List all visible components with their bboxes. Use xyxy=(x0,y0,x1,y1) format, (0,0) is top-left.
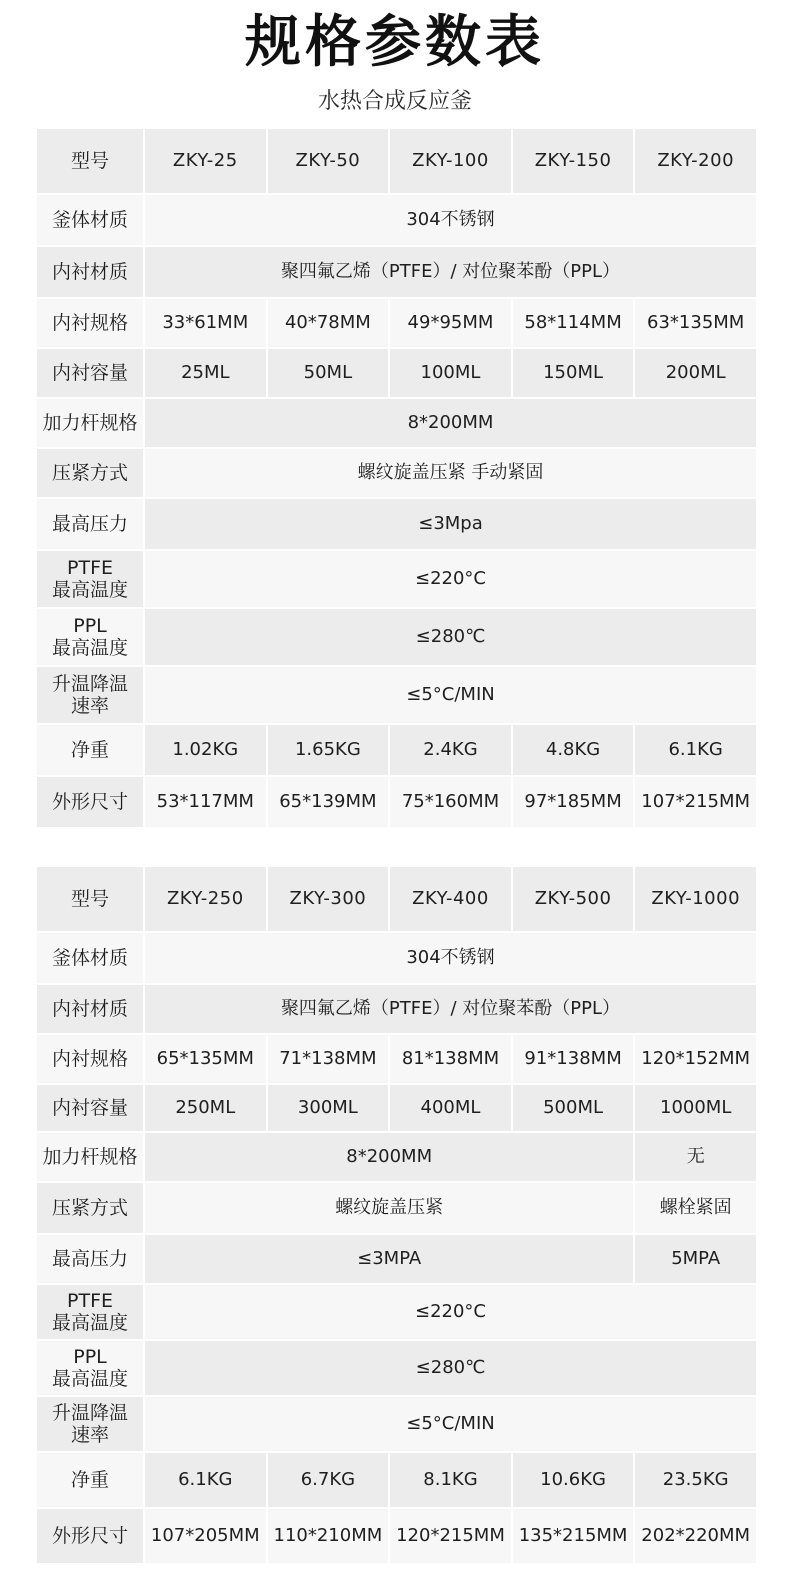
dimensions-cell: 202*220MM xyxy=(635,1509,756,1563)
rate-row xyxy=(37,1397,756,1451)
ppl-max-temp-value: ≤280℃ xyxy=(145,609,756,665)
row-label-line: 最高温度 xyxy=(51,637,128,659)
liner-size-cell: 58*114MM xyxy=(513,299,634,347)
row-label-dimensions: 外形尺寸 xyxy=(37,777,143,827)
row-label-rate xyxy=(37,667,143,723)
row-label-line: 最高温度 xyxy=(51,1368,128,1390)
row-label-fastening: 压紧方式 xyxy=(37,1183,143,1233)
row-label-line: PTFE xyxy=(67,1290,113,1312)
fastening-last-value: 螺栓紧固 xyxy=(635,1183,756,1233)
model-row xyxy=(37,867,756,931)
rod-size-row xyxy=(37,399,756,447)
spec-table-2 xyxy=(35,865,758,1565)
model-cell: ZKY-150 xyxy=(513,129,634,193)
ppl-max-temp-value: ≤280℃ xyxy=(145,1341,756,1395)
model-cell: ZKY-400 xyxy=(390,867,511,931)
ppl-max-temp-row xyxy=(37,1341,756,1395)
liner-size-cell: 33*61MM xyxy=(145,299,266,347)
row-label-liner-size: 内衬规格 xyxy=(37,299,143,347)
row-label-ptfe-max-temp xyxy=(37,1285,143,1339)
model-cell: ZKY-300 xyxy=(268,867,389,931)
rate-value: ≤5°C/MIN xyxy=(145,1397,756,1451)
dimensions-cell: 107*215MM xyxy=(635,777,756,827)
dimensions-cell: 120*215MM xyxy=(390,1509,511,1563)
spec-table-1 xyxy=(35,127,758,829)
dimensions-cell: 75*160MM xyxy=(390,777,511,827)
model-cell: ZKY-100 xyxy=(390,129,511,193)
model-row xyxy=(37,129,756,193)
liner-size-cell: 63*135MM xyxy=(635,299,756,347)
dimensions-row xyxy=(37,777,756,827)
liner-material-value: 聚四氟乙烯（PTFE）/ 对位聚苯酚（PPL） xyxy=(145,985,756,1033)
row-label-line: PTFE xyxy=(67,557,113,579)
net-weight-cell: 2.4KG xyxy=(390,725,511,775)
max-pressure-row xyxy=(37,1235,756,1283)
liner-size-row xyxy=(37,1035,756,1083)
liner-size-cell: 49*95MM xyxy=(390,299,511,347)
rod-size-row xyxy=(37,1133,756,1181)
row-label-ppl-max-temp xyxy=(37,1341,143,1395)
max-pressure-value: ≤3Mpa xyxy=(145,499,756,549)
net-weight-cell: 8.1KG xyxy=(390,1453,511,1507)
ptfe-max-temp-row xyxy=(37,551,756,607)
row-label-model: 型号 xyxy=(37,129,143,193)
dimensions-row xyxy=(37,1509,756,1563)
body-material-row xyxy=(37,195,756,245)
ptfe-max-temp-value: ≤220°C xyxy=(145,1285,756,1339)
net-weight-cell: 6.7KG xyxy=(268,1453,389,1507)
row-label-line: 升温降温 xyxy=(51,1402,128,1424)
liner-material-row xyxy=(37,247,756,297)
row-label-liner-size: 内衬规格 xyxy=(37,1035,143,1083)
liner-size-cell: 40*78MM xyxy=(268,299,389,347)
dimensions-cell: 97*185MM xyxy=(513,777,634,827)
rod-size-value: 8*200MM xyxy=(145,399,756,447)
row-label-liner-material: 内衬材质 xyxy=(37,247,143,297)
liner-capacity-row xyxy=(37,349,756,397)
liner-capacity-cell: 500ML xyxy=(513,1085,634,1131)
row-label-line: 速率 xyxy=(70,695,109,717)
row-label-line: 升温降温 xyxy=(51,673,128,695)
dimensions-cell: 65*139MM xyxy=(268,777,389,827)
max-pressure-row xyxy=(37,499,756,549)
fastening-value: 螺纹旋盖压紧 手动紧固 xyxy=(145,449,756,497)
liner-capacity-cell: 1000ML xyxy=(635,1085,756,1131)
row-label-body-material: 釜体材质 xyxy=(37,933,143,983)
max-pressure-value: ≤3MPA xyxy=(145,1235,633,1283)
net-weight-cell: 23.5KG xyxy=(635,1453,756,1507)
dimensions-cell: 110*210MM xyxy=(268,1509,389,1563)
fastening-row xyxy=(37,1183,756,1233)
net-weight-cell: 10.6KG xyxy=(513,1453,634,1507)
ppl-max-temp-row xyxy=(37,609,756,665)
row-label-line: PPL xyxy=(73,615,107,637)
liner-capacity-cell: 150ML xyxy=(513,349,634,397)
model-cell: ZKY-250 xyxy=(145,867,266,931)
model-cell: ZKY-50 xyxy=(268,129,389,193)
row-label-model: 型号 xyxy=(37,867,143,931)
rate-row xyxy=(37,667,756,723)
row-label-ppl-max-temp xyxy=(37,609,143,665)
liner-capacity-cell: 100ML xyxy=(390,349,511,397)
row-label-liner-capacity: 内衬容量 xyxy=(37,1085,143,1131)
row-label-net-weight: 净重 xyxy=(37,1453,143,1507)
liner-capacity-cell: 300ML xyxy=(268,1085,389,1131)
liner-size-cell: 120*152MM xyxy=(635,1035,756,1083)
row-label-fastening: 压紧方式 xyxy=(37,449,143,497)
liner-size-cell: 71*138MM xyxy=(268,1035,389,1083)
liner-size-cell: 65*135MM xyxy=(145,1035,266,1083)
liner-material-value: 聚四氟乙烯（PTFE）/ 对位聚苯酚（PPL） xyxy=(145,247,756,297)
net-weight-cell: 1.65KG xyxy=(268,725,389,775)
liner-size-row xyxy=(37,299,756,347)
fastening-value: 螺纹旋盖压紧 xyxy=(145,1183,633,1233)
row-label-ptfe-max-temp xyxy=(37,551,143,607)
model-cell: ZKY-1000 xyxy=(635,867,756,931)
row-label-line: 最高温度 xyxy=(51,1312,128,1334)
row-label-body-material: 釜体材质 xyxy=(37,195,143,245)
ptfe-max-temp-row xyxy=(37,1285,756,1339)
net-weight-cell: 1.02KG xyxy=(145,725,266,775)
dimensions-cell: 107*205MM xyxy=(145,1509,266,1563)
dimensions-cell: 135*215MM xyxy=(513,1509,634,1563)
model-cell: ZKY-500 xyxy=(513,867,634,931)
liner-material-row xyxy=(37,985,756,1033)
liner-capacity-cell: 25ML xyxy=(145,349,266,397)
row-label-liner-material: 内衬材质 xyxy=(37,985,143,1033)
liner-size-cell: 81*138MM xyxy=(390,1035,511,1083)
liner-capacity-cell: 400ML xyxy=(390,1085,511,1131)
fastening-row xyxy=(37,449,756,497)
model-cell: ZKY-200 xyxy=(635,129,756,193)
row-label-rod-size: 加力杆规格 xyxy=(37,1133,143,1181)
ptfe-max-temp-value: ≤220°C xyxy=(145,551,756,607)
row-label-line: PPL xyxy=(73,1346,107,1368)
net-weight-row xyxy=(37,725,756,775)
row-label-rod-size: 加力杆规格 xyxy=(37,399,143,447)
page-title: 规格参数表 xyxy=(245,10,545,75)
row-label-dimensions: 外形尺寸 xyxy=(37,1509,143,1563)
max-pressure-last-value: 5MPA xyxy=(635,1235,756,1283)
liner-capacity-cell: 250ML xyxy=(145,1085,266,1131)
net-weight-row xyxy=(37,1453,756,1507)
page-subtitle: 水热合成反应釜 xyxy=(317,89,472,114)
liner-capacity-row xyxy=(37,1085,756,1131)
liner-capacity-cell: 50ML xyxy=(268,349,389,397)
net-weight-cell: 6.1KG xyxy=(635,725,756,775)
rod-size-last-value: 无 xyxy=(635,1133,756,1181)
net-weight-cell: 6.1KG xyxy=(145,1453,266,1507)
rate-value: ≤5°C/MIN xyxy=(145,667,756,723)
row-label-max-pressure: 最高压力 xyxy=(37,499,143,549)
rod-size-value: 8*200MM xyxy=(145,1133,633,1181)
body-material-value: 304不锈钢 xyxy=(145,195,756,245)
body-material-value: 304不锈钢 xyxy=(145,933,756,983)
body-material-row xyxy=(37,933,756,983)
model-cell: ZKY-25 xyxy=(145,129,266,193)
liner-size-cell: 91*138MM xyxy=(513,1035,634,1083)
row-label-net-weight: 净重 xyxy=(37,725,143,775)
liner-capacity-cell: 200ML xyxy=(635,349,756,397)
row-label-liner-capacity: 内衬容量 xyxy=(37,349,143,397)
net-weight-cell: 4.8KG xyxy=(513,725,634,775)
row-label-rate xyxy=(37,1397,143,1451)
dimensions-cell: 53*117MM xyxy=(145,777,266,827)
row-label-line: 速率 xyxy=(70,1424,109,1446)
row-label-max-pressure: 最高压力 xyxy=(37,1235,143,1283)
row-label-line: 最高温度 xyxy=(51,579,128,601)
